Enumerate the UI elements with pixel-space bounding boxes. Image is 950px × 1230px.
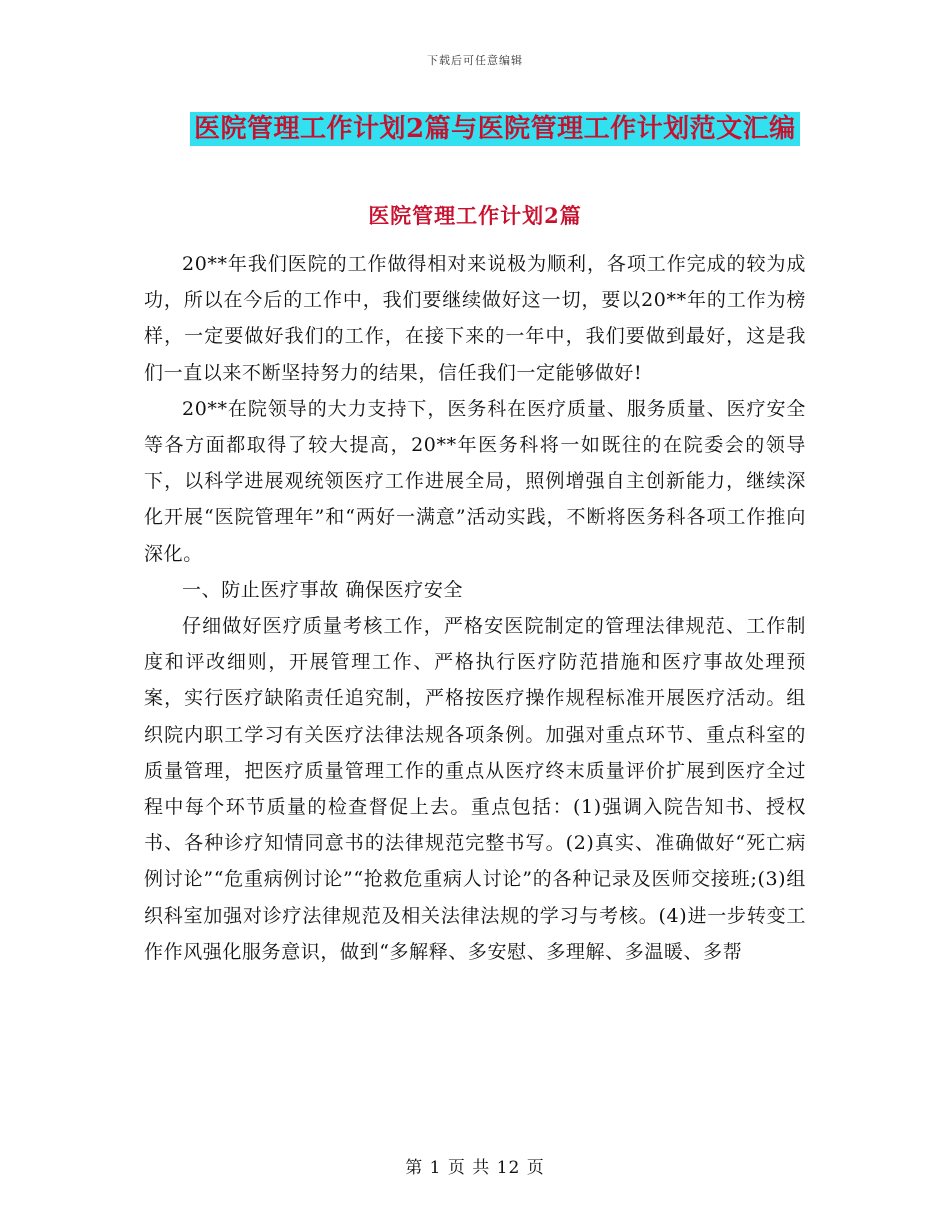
- sub-title: 医院管理工作计划2篇: [368, 203, 582, 228]
- main-title: 医院管理工作计划2篇与医院管理工作计划范文汇编: [190, 112, 800, 146]
- paragraph-1: 20**年我们医院的工作做得相对来说极为顺利，各项工作完成的较为成功，所以在今后的工作中，我们要继续做好这一切，要以20**年的工作为榜样，一定要做好我们的工作，在接下来的一年中，我们要做到最好，这是我们一直以来不断坚持努力的结果，信任我们一定能够做好!: [144, 253, 806, 384]
- page-footer: 第 1 页 共 12 页: [405, 1158, 545, 1178]
- main-title-container: [190, 112, 810, 148]
- header-note: 下载后可任意编辑: [427, 54, 523, 67]
- paragraph-3: 仔细做好医疗质量考核工作，严格安医院制定的管理法律规范、工作制度和评改细则，开展管理工作、严格执行医疗防范措施和医疗事故处理预案，实行医疗缺陷责任追究制，严格按医疗操作规程标准开展医疗活动。组织院内职工学习有关医疗法律法规各项条例。加强对重点环节、重点科室的质量管理，把医疗质量管理工作的重点从医疗终末质量评价扩展到医疗全过程中每个环节质量的检查督促上去。重点包括：(1)强调入院告知书、授权书、各种诊疗知情同意书的法律规范完整书写。(2)真实、准确做好“死亡病例讨论”“危重病例讨论”“抢救危重病人讨论”的各种记录及医师交接班;(3)组织科室加强对诊疗法律规范及相关法律法规的学习与考核。(4)进一步转变工作作风强化服务意识，做到“多解释、多安慰、多理解、多温暖、多帮: [144, 615, 806, 963]
- section-heading-1: 一、防止医疗事故 确保医疗安全: [182, 578, 464, 601]
- document-body: [144, 246, 806, 970]
- paragraph-2: 20**在院领导的大力支持下，医务科在医疗质量、服务质量、医疗安全等各方面都取得了较大提高，20**年医务科将一如既往的在院委会的领导下，以科学进展观统领医疗工作进展全局，照例增强自主创新能力，继续深化开展“医院管理年”和“两好一满意”活动实践，不断将医务科各项工作推向深化。: [144, 397, 806, 565]
